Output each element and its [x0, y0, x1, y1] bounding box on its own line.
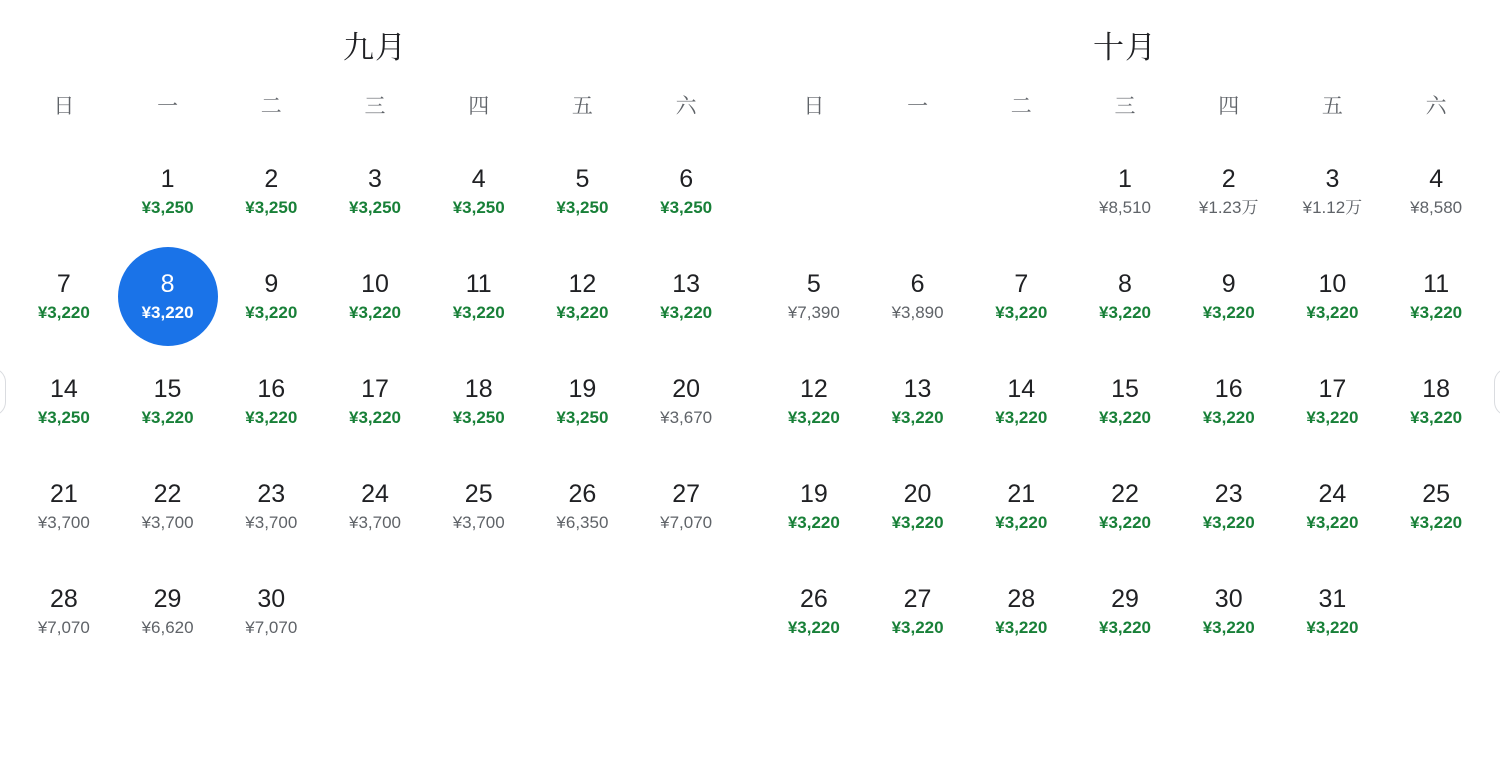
day-price: ¥7,070 [660, 513, 713, 532]
day-number: 13 [672, 270, 701, 298]
month-panel [0, 18, 750, 661]
day-number: 2 [1221, 165, 1236, 193]
weekday-label: 三 [1114, 95, 1136, 118]
day-number: 1 [160, 165, 175, 193]
day-price: ¥3,250 [245, 198, 298, 217]
day-inner [532, 457, 632, 556]
day-number: 28 [1007, 585, 1036, 613]
day-cell[interactable] [1177, 136, 1281, 241]
day-price: ¥3,220 [1410, 513, 1463, 532]
day-number: 12 [799, 375, 828, 403]
day-grid [762, 136, 1488, 661]
weekday-label: 四 [1218, 95, 1240, 118]
day-inner [1282, 142, 1382, 241]
day-cell[interactable] [427, 346, 531, 451]
day-cell[interactable] [762, 241, 866, 346]
day-cell[interactable] [969, 346, 1073, 451]
day-number: 20 [672, 375, 701, 403]
day-cell[interactable] [1281, 241, 1385, 346]
day-cell-selected[interactable] [116, 241, 220, 346]
day-price: ¥3,890 [891, 303, 944, 322]
day-price: ¥3,220 [1098, 408, 1151, 427]
day-number: 21 [1007, 480, 1036, 508]
day-cell[interactable] [1073, 136, 1177, 241]
day-inner [1179, 352, 1279, 451]
day-cell[interactable] [12, 556, 116, 661]
day-price: ¥3,220 [1098, 513, 1151, 532]
day-price: ¥3,250 [660, 198, 713, 217]
day-number: 14 [1007, 375, 1036, 403]
day-inner [118, 562, 218, 661]
day-price: ¥3,220 [995, 303, 1048, 322]
day-number: 27 [903, 585, 932, 613]
day-cell[interactable] [1281, 451, 1385, 556]
weekday-label: 二 [260, 95, 282, 118]
day-inner [868, 562, 968, 661]
day-number: 26 [568, 480, 597, 508]
day-price: ¥3,250 [348, 198, 401, 217]
day-price: ¥3,220 [1202, 303, 1255, 322]
day-number: 2 [264, 165, 279, 193]
day-number: 21 [49, 480, 78, 508]
day-inner [325, 142, 425, 241]
day-price: ¥6,350 [556, 513, 609, 532]
day-number: 14 [49, 375, 78, 403]
weekday-label: 一 [157, 95, 179, 118]
day-price: ¥3,220 [1202, 408, 1255, 427]
day-number: 16 [257, 375, 286, 403]
day-number: 16 [1214, 375, 1243, 403]
day-inner [1075, 247, 1175, 346]
day-inner [1386, 247, 1486, 346]
day-price: ¥3,700 [348, 513, 401, 532]
day-number: 24 [1318, 480, 1347, 508]
day-price: ¥3,220 [1306, 303, 1359, 322]
day-cell[interactable] [866, 451, 970, 556]
day-inner [1179, 562, 1279, 661]
day-price: ¥3,220 [787, 513, 840, 532]
day-cell[interactable] [219, 136, 323, 241]
day-number: 20 [903, 480, 932, 508]
day-inner [325, 457, 425, 556]
day-cell[interactable] [1073, 241, 1177, 346]
day-cell[interactable] [427, 136, 531, 241]
day-price: ¥7,070 [245, 618, 298, 637]
day-price: ¥3,220 [1098, 618, 1151, 637]
day-price: ¥3,220 [891, 618, 944, 637]
day-inner [429, 457, 529, 556]
day-price: ¥3,250 [452, 408, 505, 427]
day-price: ¥3,220 [787, 618, 840, 637]
day-price: ¥8,580 [1410, 198, 1463, 217]
day-inner [636, 352, 736, 451]
day-price: ¥3,220 [141, 408, 194, 427]
day-inner [636, 457, 736, 556]
day-inner [532, 352, 632, 451]
day-cell[interactable] [219, 556, 323, 661]
day-price: ¥3,220 [1410, 303, 1463, 322]
day-inner [532, 247, 632, 346]
day-inner [971, 352, 1071, 451]
day-cell[interactable] [1177, 451, 1281, 556]
day-inner [971, 562, 1071, 661]
day-cell[interactable] [1177, 241, 1281, 346]
weekday-label: 日 [803, 95, 825, 118]
day-price: ¥3,250 [141, 198, 194, 217]
day-cell[interactable] [1384, 136, 1488, 241]
day-number: 23 [257, 480, 286, 508]
day-price: ¥3,220 [995, 618, 1048, 637]
weekday-label: 六 [1425, 95, 1447, 118]
day-inner [221, 142, 321, 241]
day-number: 4 [471, 165, 486, 193]
day-cell[interactable] [1281, 136, 1385, 241]
day-inner [1075, 142, 1175, 241]
day-cell[interactable] [634, 241, 738, 346]
day-number: 13 [903, 375, 932, 403]
day-number: 4 [1429, 165, 1444, 193]
day-inner [868, 457, 968, 556]
day-cell[interactable] [1281, 346, 1385, 451]
weekday-label: 四 [468, 95, 490, 118]
day-number: 8 [1118, 270, 1132, 298]
day-inner [1282, 457, 1382, 556]
day-inner [636, 247, 736, 346]
day-inner [1386, 457, 1486, 556]
day-inner [868, 352, 968, 451]
day-price: ¥3,220 [245, 408, 298, 427]
day-cell[interactable] [762, 346, 866, 451]
day-cell[interactable] [1177, 346, 1281, 451]
day-cell[interactable] [634, 346, 738, 451]
day-price: ¥8,510 [1098, 198, 1151, 217]
day-number: 10 [1318, 270, 1347, 298]
day-cell[interactable] [116, 556, 220, 661]
day-cell[interactable] [866, 556, 970, 661]
day-cell[interactable] [762, 451, 866, 556]
day-price: ¥3,220 [1202, 513, 1255, 532]
day-price: ¥3,220 [1410, 408, 1463, 427]
day-number: 25 [464, 480, 493, 508]
day-cell[interactable] [219, 346, 323, 451]
day-inner [1282, 562, 1382, 661]
day-price: ¥3,250 [556, 198, 609, 217]
day-price: ¥3,220 [1202, 618, 1255, 637]
day-number: 6 [679, 165, 694, 193]
day-inner [221, 352, 321, 451]
day-number: 30 [257, 585, 286, 613]
day-price: ¥3,220 [37, 303, 90, 322]
month-title: 十月 [1093, 30, 1157, 65]
day-cell[interactable] [1384, 241, 1488, 346]
day-inner [1386, 142, 1486, 241]
day-price: ¥3,220 [891, 408, 944, 427]
day-cell[interactable] [1073, 346, 1177, 451]
day-number: 17 [1318, 375, 1347, 403]
day-number: 28 [49, 585, 78, 613]
day-number: 1 [1118, 165, 1132, 193]
weekday-label: 日 [53, 95, 75, 118]
day-number: 29 [1111, 585, 1139, 613]
day-price: ¥3,220 [891, 513, 944, 532]
day-cell[interactable] [969, 241, 1073, 346]
day-number: 11 [465, 270, 492, 298]
day-grid [12, 136, 738, 661]
day-inner [118, 352, 218, 451]
day-cell[interactable] [762, 556, 866, 661]
day-price: ¥3,220 [995, 513, 1048, 532]
day-inner [1282, 247, 1382, 346]
day-inner [325, 247, 425, 346]
day-price: ¥3,700 [452, 513, 505, 532]
day-number: 10 [361, 270, 389, 298]
day-price: ¥3,220 [348, 408, 401, 427]
day-cell[interactable] [866, 241, 970, 346]
weekday-label: 一 [907, 95, 929, 118]
day-cell[interactable] [531, 346, 635, 451]
day-inner [1179, 457, 1279, 556]
day-cell[interactable] [969, 451, 1073, 556]
day-cell[interactable] [427, 241, 531, 346]
weekday-label: 六 [675, 95, 697, 118]
day-number: 3 [368, 165, 382, 193]
day-inner [118, 142, 218, 241]
day-price: ¥1.12万 [1302, 198, 1363, 217]
day-number: 23 [1214, 480, 1243, 508]
day-price: ¥3,220 [787, 408, 840, 427]
day-price: ¥3,220 [245, 303, 298, 322]
day-cell[interactable] [969, 556, 1073, 661]
day-cell[interactable] [12, 241, 116, 346]
day-number: 18 [1422, 375, 1451, 403]
day-price: ¥3,220 [348, 303, 401, 322]
day-number: 27 [672, 480, 701, 508]
day-inner [1075, 457, 1175, 556]
day-inner [429, 247, 529, 346]
day-number: 19 [799, 480, 828, 508]
day-cell[interactable] [12, 451, 116, 556]
day-number: 5 [575, 165, 590, 193]
scroll-right-arrow[interactable] [1494, 368, 1500, 416]
weekday-label: 五 [1321, 95, 1343, 118]
day-cell[interactable] [1073, 451, 1177, 556]
day-cell[interactable] [219, 241, 323, 346]
day-cell[interactable] [116, 346, 220, 451]
day-price: ¥3,220 [141, 303, 194, 322]
day-cell[interactable] [634, 136, 738, 241]
day-inner [764, 247, 864, 346]
day-inner [14, 247, 114, 346]
day-number: 7 [1014, 270, 1029, 298]
day-inner [764, 457, 864, 556]
day-number: 9 [264, 270, 279, 298]
day-inner [1282, 352, 1382, 451]
day-cell[interactable] [116, 451, 220, 556]
day-inner [971, 247, 1071, 346]
day-cell[interactable] [1384, 346, 1488, 451]
day-inner [14, 352, 114, 451]
day-inner [221, 247, 321, 346]
day-inner [971, 457, 1071, 556]
day-cell[interactable] [116, 136, 220, 241]
day-price: ¥6,620 [141, 618, 194, 637]
day-number: 9 [1221, 270, 1236, 298]
day-number: 24 [361, 480, 389, 508]
day-number: 17 [361, 375, 389, 403]
day-number: 15 [153, 375, 182, 403]
day-price: ¥3,250 [556, 408, 609, 427]
day-inner [429, 142, 529, 241]
day-number: 26 [799, 585, 828, 613]
day-cell[interactable] [634, 451, 738, 556]
day-cell[interactable] [531, 136, 635, 241]
day-price: ¥3,220 [1306, 618, 1359, 637]
day-price: ¥7,390 [787, 303, 840, 322]
day-cell[interactable] [1073, 556, 1177, 661]
day-price: ¥3,670 [660, 408, 713, 427]
day-number: 22 [153, 480, 182, 508]
day-price: ¥3,220 [995, 408, 1048, 427]
day-inner [221, 457, 321, 556]
day-number: 30 [1214, 585, 1243, 613]
day-price: ¥3,250 [452, 198, 505, 217]
day-cell[interactable] [1281, 556, 1385, 661]
day-cell[interactable] [531, 241, 635, 346]
day-price: ¥7,070 [37, 618, 90, 637]
day-price: ¥3,220 [1098, 303, 1151, 322]
day-price: ¥1.23万 [1198, 198, 1259, 217]
day-number: 7 [56, 270, 71, 298]
day-price: ¥3,700 [245, 513, 298, 532]
day-inner [1075, 352, 1175, 451]
day-inner [764, 562, 864, 661]
weekday-label: 五 [571, 95, 593, 118]
weekday-header [12, 92, 738, 122]
weekday-label: 三 [364, 95, 386, 118]
day-price: ¥3,220 [1306, 513, 1359, 532]
day-number: 31 [1318, 585, 1347, 613]
day-inner [325, 352, 425, 451]
day-inner [868, 247, 968, 346]
day-number: 22 [1111, 480, 1139, 508]
day-number: 12 [568, 270, 597, 298]
day-number: 3 [1325, 165, 1340, 193]
day-number: 25 [1422, 480, 1451, 508]
day-number: 8 [160, 270, 175, 298]
day-cell[interactable] [866, 346, 970, 451]
month-panel [750, 18, 1500, 661]
day-number: 6 [910, 270, 925, 298]
day-inner [118, 457, 218, 556]
day-price: ¥3,700 [141, 513, 194, 532]
day-inner [1075, 562, 1175, 661]
day-inner [221, 562, 321, 661]
day-inner [14, 457, 114, 556]
day-price: ¥3,700 [37, 513, 90, 532]
day-cell[interactable] [12, 346, 116, 451]
day-cell[interactable] [323, 451, 427, 556]
day-number: 18 [464, 375, 493, 403]
day-number: 29 [153, 585, 182, 613]
day-inner [764, 352, 864, 451]
day-inner [429, 352, 529, 451]
day-cell[interactable] [1384, 451, 1488, 556]
day-inner [532, 142, 632, 241]
day-cell[interactable] [427, 451, 531, 556]
day-price: ¥3,220 [1306, 408, 1359, 427]
day-cell[interactable] [219, 451, 323, 556]
day-inner [636, 142, 736, 241]
day-cell[interactable] [323, 241, 427, 346]
weekday-header [762, 92, 1488, 122]
day-inner [118, 247, 218, 346]
day-number: 11 [1423, 270, 1450, 298]
day-cell[interactable] [323, 136, 427, 241]
day-inner [1386, 352, 1486, 451]
day-number: 15 [1111, 375, 1139, 403]
day-price: ¥3,220 [452, 303, 505, 322]
day-inner [1179, 247, 1279, 346]
day-cell[interactable] [1177, 556, 1281, 661]
day-inner [14, 562, 114, 661]
day-price: ¥3,250 [37, 408, 90, 427]
day-price: ¥3,220 [660, 303, 713, 322]
day-cell[interactable] [531, 451, 635, 556]
day-price: ¥3,220 [556, 303, 609, 322]
day-cell[interactable] [323, 346, 427, 451]
weekday-label: 二 [1010, 95, 1032, 118]
day-number: 19 [568, 375, 597, 403]
day-number: 5 [806, 270, 821, 298]
month-title: 九月 [343, 30, 407, 65]
day-inner [1179, 142, 1279, 241]
